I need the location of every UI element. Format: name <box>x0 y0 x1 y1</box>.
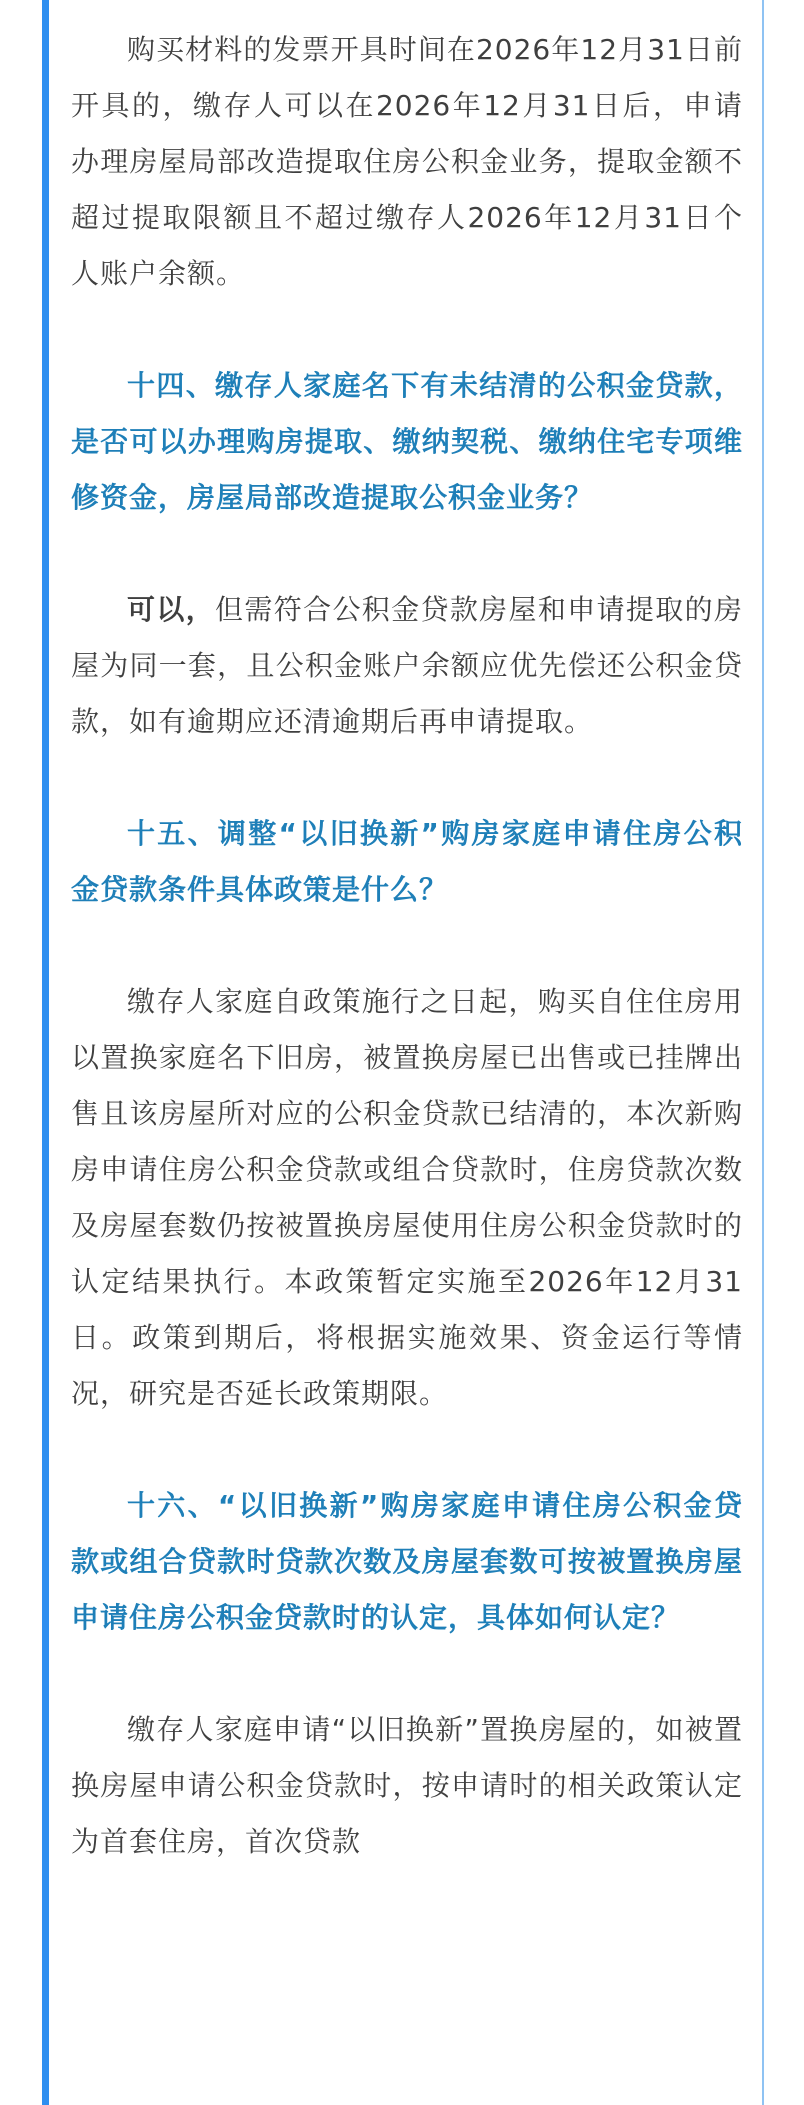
spacer <box>71 1646 743 1702</box>
answer-15-paragraph: 缴存人家庭自政策施行之日起，购买自住住房用以置换家庭名下旧房，被置换房屋已出售或已挂牌出售且该房屋所对应的公积金贷款已结清的，本次新购房申请住房公积金贷款或组合贷款时，住房贷款次数及房屋套数仍按被置换房屋使用住房公积金贷款时的认定结果执行。本政策暂定实施至2026年12月31日。政策到期后，将根据实施效果、资金运行等情况，研究是否延长政策期限。 <box>71 985 743 1410</box>
answer-14-lead: 可以， <box>127 593 216 626</box>
paragraph-invoice-time: 购买材料的发票开具时间在2026年12月31日前开具的，缴存人可以在2026年12月31日后，申请办理房屋局部改造提取住房公积金业务，提取金额不超过提取限额且不超过缴存人2026年12月31日个人账户余额。 <box>71 33 743 290</box>
answer-16-paragraph: 缴存人家庭申请“以旧换新”置换房屋的，如被置换房屋申请公积金贷款时，按申请时的相关政策认定为首套住房，首次贷款 <box>71 1713 743 1858</box>
right-border-line <box>762 0 764 2105</box>
question-15-heading: 十五、调整“以旧换新”购房家庭申请住房公积金贷款条件具体政策是什么？ <box>71 817 743 906</box>
spacer <box>71 918 743 974</box>
question-16-heading: 十六、“以旧换新”购房家庭申请住房公积金贷款或组合贷款时贷款次数及房屋套数可按被置换房屋申请住房公积金贷款时的认定，具体如何认定？ <box>71 1489 743 1634</box>
answer-14-text: 但需符合公积金贷款房屋和申请提取的房屋为同一套，且公积金账户余额应优先偿还公积金贷款，如有逾期应还清逾期后再申请提取。 <box>71 593 743 738</box>
spacer <box>71 526 743 582</box>
spacer <box>71 302 743 358</box>
question-14-heading: 十四、缴存人家庭名下有未结清的公积金贷款，是否可以办理购房提取、缴纳契税、缴纳住宅专项维修资金，房屋局部改造提取公积金业务？ <box>71 369 743 514</box>
spacer <box>71 750 743 806</box>
article-body <box>71 22 743 1870</box>
left-accent-bar <box>42 0 49 2105</box>
answer-14-paragraph <box>71 582 743 750</box>
spacer <box>71 1422 743 1478</box>
